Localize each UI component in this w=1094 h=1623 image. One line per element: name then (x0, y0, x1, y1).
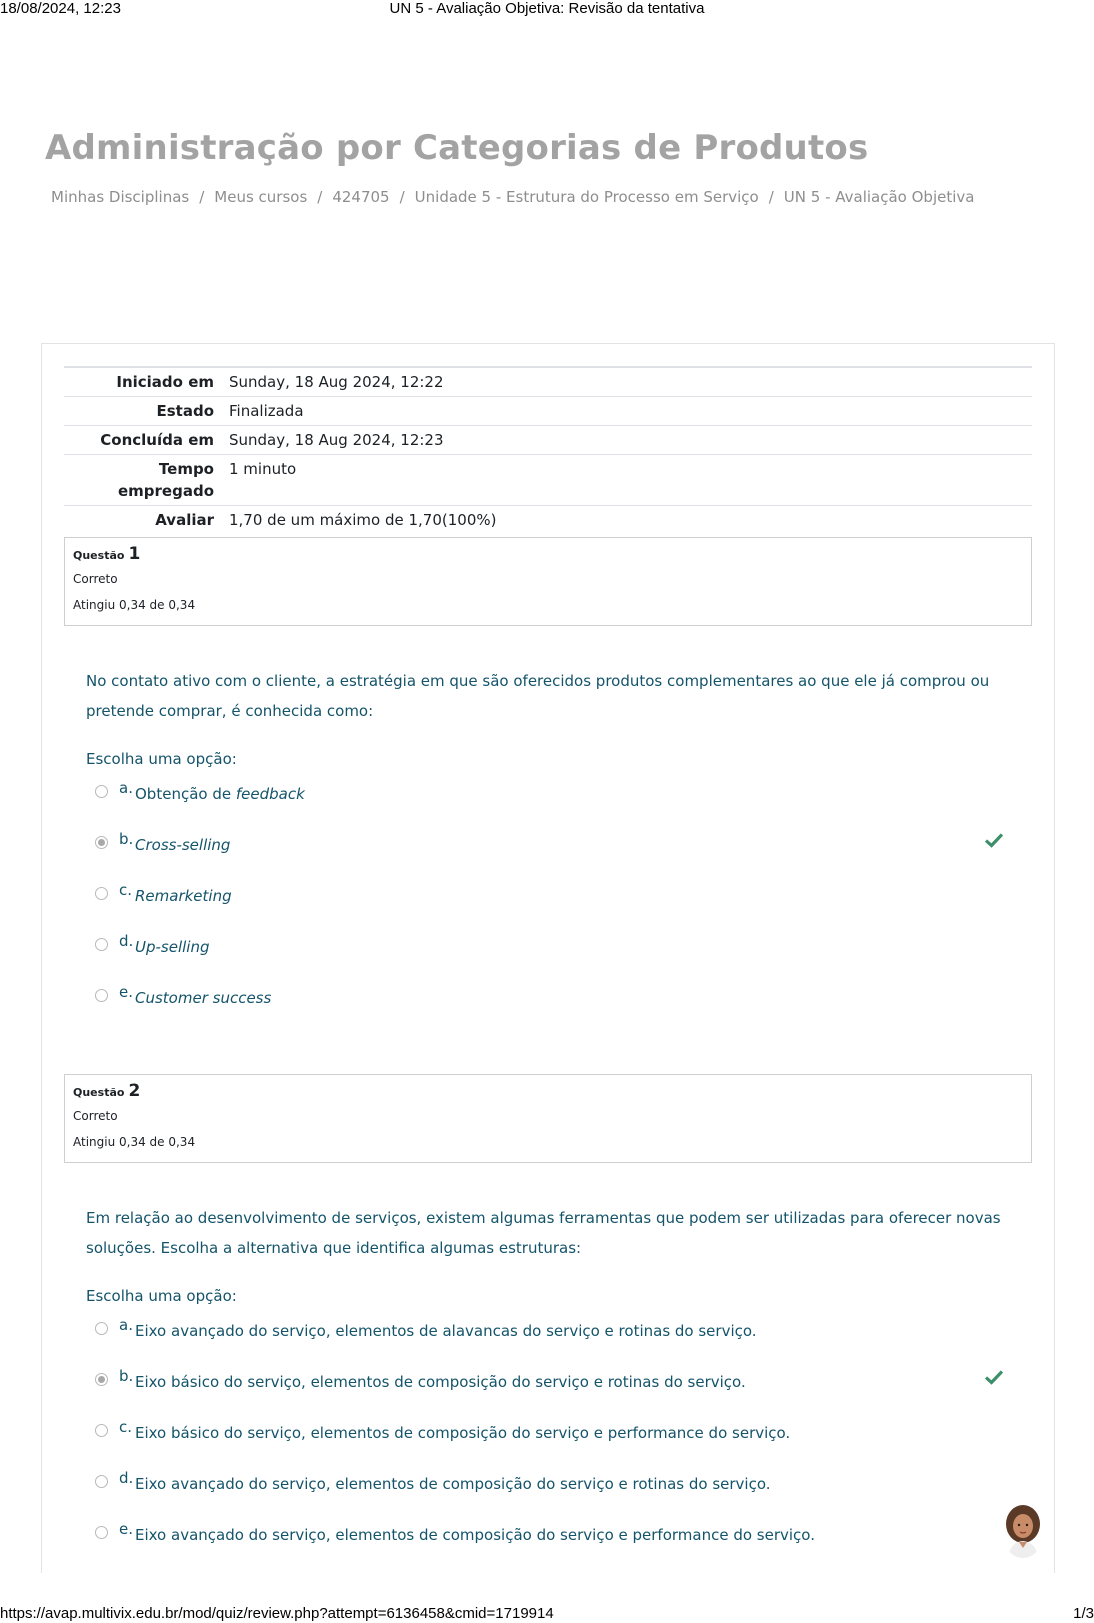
breadcrumb-separator: / (768, 188, 774, 206)
option-radio[interactable] (95, 887, 108, 900)
option-letter: b. (119, 1367, 134, 1385)
option-text: Up-selling (135, 938, 210, 956)
question-1-option-b[interactable] (95, 830, 1015, 860)
option-text: Eixo básico do serviço, elementos de composição do serviço e performance do serviço. (135, 1424, 791, 1442)
summary-row-time-taken (64, 455, 1032, 506)
question-2-info (64, 1074, 1032, 1163)
question-state: Correto (73, 572, 118, 586)
option-letter: e. (119, 1520, 133, 1538)
option-text: Customer success (135, 989, 272, 1007)
option-letter: e. (119, 983, 133, 1001)
summary-value: 1,70 de um máximo de 1,70(100%) (229, 511, 497, 529)
question-2-option-d[interactable] (95, 1469, 1015, 1499)
breadcrumb (51, 188, 974, 206)
attempt-summary-table (64, 366, 1032, 534)
breadcrumb-link-meus-cursos[interactable]: Meus cursos (214, 188, 308, 206)
option-radio-selected[interactable] (95, 836, 108, 849)
correct-check-icon (985, 832, 1003, 848)
question-1-info (64, 537, 1032, 626)
question-1-option-a[interactable] (95, 779, 1015, 809)
option-radio[interactable] (95, 1526, 108, 1539)
question-1-text: No contato ativo com o cliente, a estratégia em que são oferecidos produtos complementares ao que ele já comprou ou pretende comprar, é conhecida como: (86, 672, 990, 720)
question-2-option-e[interactable] (95, 1520, 1015, 1550)
option-letter: c. (119, 1418, 133, 1436)
question-label: Questão (73, 549, 125, 562)
breadcrumb-link-minhas-disciplinas[interactable]: Minhas Disciplinas (51, 188, 190, 206)
option-text: Eixo avançado do serviço, elementos de composição do serviço e performance do serviço. (135, 1526, 815, 1544)
option-text-prefix: Obtenção de (135, 785, 232, 803)
question-state: Correto (73, 1109, 118, 1123)
correct-check-icon (985, 1369, 1003, 1385)
option-text: Eixo básico do serviço, elementos de composição do serviço e rotinas do serviço. (135, 1373, 746, 1391)
print-header (0, 0, 1094, 18)
breadcrumb-link-quiz[interactable]: UN 5 - Avaliação Objetiva (783, 188, 975, 206)
summary-label: Iniciado em (116, 373, 214, 391)
summary-label: Concluída em (100, 431, 214, 449)
print-footer (0, 1605, 1094, 1623)
summary-row-completed (64, 426, 1032, 455)
print-url: https://avap.multivix.edu.br/mod/quiz/review.php?attempt=6136458&cmid=1719914 (0, 1605, 554, 1622)
assistant-avatar[interactable] (1002, 1504, 1044, 1558)
question-number (73, 1081, 1023, 1103)
summary-row-started (64, 368, 1032, 397)
option-text: Eixo avançado do serviço, elementos de alavancas do serviço e rotinas do serviço. (135, 1322, 757, 1340)
option-radio[interactable] (95, 785, 108, 798)
option-text: Remarketing (135, 887, 232, 905)
option-radio[interactable] (95, 1475, 108, 1488)
summary-row-state (64, 397, 1032, 426)
option-radio[interactable] (95, 1424, 108, 1437)
option-letter: b. (119, 830, 134, 848)
question-2-option-c[interactable] (95, 1418, 1015, 1448)
option-letter: a. (119, 1316, 133, 1334)
avatar-icon (1002, 1504, 1044, 1558)
breadcrumb-separator: / (199, 188, 205, 206)
summary-value: Sunday, 18 Aug 2024, 12:23 (229, 431, 444, 449)
option-letter: d. (119, 932, 134, 950)
question-1-prompt: Escolha uma opção: (86, 750, 237, 768)
question-number-value: 1 (128, 544, 141, 564)
option-text: Eixo avançado do serviço, elementos de composição do serviço e rotinas do serviço. (135, 1475, 771, 1493)
option-letter: c. (119, 881, 133, 899)
breadcrumb-link-unit[interactable]: Unidade 5 - Estrutura do Processo em Serviço (414, 188, 759, 206)
summary-value: Finalizada (229, 402, 304, 420)
page-title: Administração por Categorias de Produtos (45, 128, 869, 168)
option-radio-selected[interactable] (95, 1373, 108, 1386)
print-date: 18/08/2024, 12:23 (0, 0, 121, 17)
option-text-emphasis: feedback (235, 785, 305, 803)
summary-label: Avaliar (155, 511, 214, 529)
question-grade: Atingiu 0,34 de 0,34 (73, 598, 196, 612)
summary-label: Tempo empregado (117, 460, 214, 500)
option-radio[interactable] (95, 989, 108, 1002)
question-number-value: 2 (128, 1081, 141, 1101)
breadcrumb-link-course-id[interactable]: 424705 (332, 188, 390, 206)
summary-value: 1 minuto (229, 460, 297, 478)
question-label: Questão (73, 1086, 125, 1099)
option-letter: a. (119, 779, 133, 797)
question-2-prompt: Escolha uma opção: (86, 1287, 237, 1305)
option-text (135, 785, 305, 803)
option-letter: d. (119, 1469, 134, 1487)
question-2-option-a[interactable] (95, 1316, 1015, 1346)
print-doc-title: UN 5 - Avaliação Objetiva: Revisão da tentativa (389, 0, 705, 17)
question-1-option-d[interactable] (95, 932, 1015, 962)
question-2-option-b[interactable] (95, 1367, 1015, 1397)
option-radio[interactable] (95, 1322, 108, 1335)
question-1-option-e[interactable] (95, 983, 1015, 1013)
summary-label: Estado (156, 402, 214, 420)
question-2-text: Em relação ao desenvolvimento de serviços, existem algumas ferramentas que podem ser utilizadas para oferecer novas soluções. Escolha a alternativa que identifica algumas estruturas: (86, 1209, 1001, 1257)
option-radio[interactable] (95, 938, 108, 951)
breadcrumb-separator: / (399, 188, 405, 206)
summary-row-grade (64, 506, 1032, 534)
breadcrumb-separator: / (317, 188, 323, 206)
summary-value: Sunday, 18 Aug 2024, 12:22 (229, 373, 444, 391)
question-1-option-c[interactable] (95, 881, 1015, 911)
question-grade: Atingiu 0,34 de 0,34 (73, 1135, 196, 1149)
option-text: Cross-selling (135, 836, 231, 854)
print-page-number: 1/3 (1073, 1605, 1094, 1622)
question-number (73, 544, 1023, 566)
